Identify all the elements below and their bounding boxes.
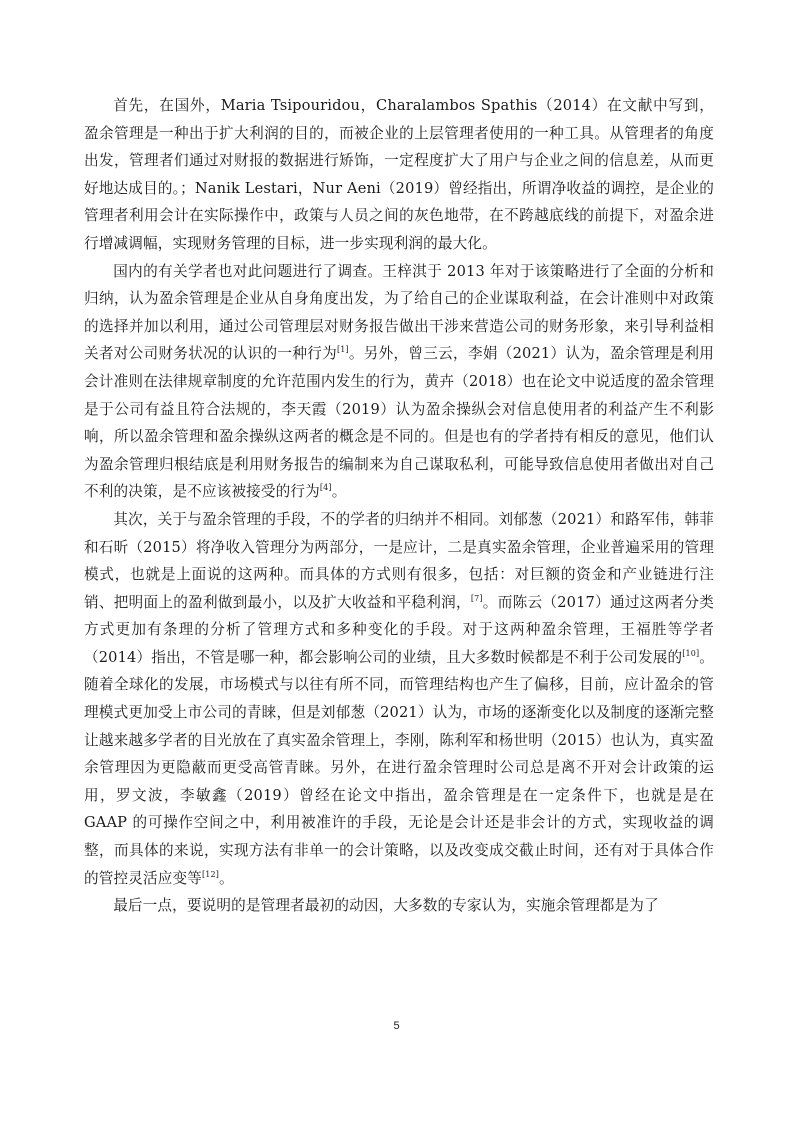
paragraph-text: 。另外，曾三云，李娟（2021）认为，盈余管理是利用会计准则在法律规章制度的允许范围内发生的行为，黄卉（2018）也在论文中说适度的盈余管理是于公司有益且符合法规的，李天霞（2019）认为盈余操纵会对信息使用者的利益产生不利影响，所以盈余管理和盈余操纵这两者的概念是不同的。但是也有的学者持有相反的意见，他们认为盈余管理归根结底是利用财务报告的编制来为自己谋取私利，可能导致信息使用者做出对自己不利的决策，是不应该被接受的行为 [84, 345, 714, 501]
paragraph-text: 。而陈云（2017）通过这两者分类方式更加有条理的分析了管理方式和多种变化的手段。对于这两种盈余管理，王福胜等学者（2014）指出，不管是哪一种，都会影响公司的业绩，且大多数时候都是不利于公司发展的 [84, 593, 714, 666]
citation-ref: [1] [336, 345, 349, 355]
paragraph-text: 其次，关于与盈余管理的手段，不的学者的归纳并不相同。刘郁葱（2021）和路军伟，韩菲和石昕（2015）将净收入管理分为两部分，一是应计，二是真实盈余管理，企业普遍采用的管理模式，也就是上面说的这两种。而具体的方式则有很多，包括：对巨额的资金和产业链进行注销、把明面上的盈利做到最小，以及扩大收益和平稳利润， [84, 510, 714, 611]
body-text [84, 92, 714, 920]
paragraph-1 [84, 92, 714, 258]
paragraph-3 [84, 506, 714, 892]
paragraph-text: 。随着全球化的发展，市场模式与以往有所不同，而管理结构也产生了偏移，目前，应计盈余的管理模式更加受上市公司的青睐，但是刘郁葱（2021）认为，市场的逐渐变化以及制度的逐渐完整让越来越多学者的目光放在了真实盈余管理上，李刚，陈利军和杨世明（2015）也认为，真实盈余管理因为更隐蔽而更受高管青睐。另外，在进行盈余管理时公司总是离不开对会计政策的运用，罗文波，李敏鑫（2019）曾经在论文中指出，盈余管理是在一定条件下，也就是是在 GAAP 的可操作空间之中，利用被准许的手段，无论是会计还是非会计的方式，实现收益的调整，而具体的来说，实现方法有非单一的会计策略，以及改变成交截止时间，还有对于具体合作的管控灵活应变等 [84, 648, 714, 887]
paragraph-text: 。 [218, 869, 234, 887]
citation-ref: [7] [470, 593, 483, 603]
citation-ref: [4] [319, 483, 332, 493]
paragraph-2 [84, 258, 714, 506]
paragraph-4 [84, 892, 714, 920]
citation-ref: [10] [682, 649, 700, 659]
paragraph-text: 。 [331, 483, 347, 501]
paragraph-text: 最后一点，要说明的是管理者最初的动因，大多数的专家认为，实施余管理都是为了 [113, 897, 659, 915]
citation-ref: [12] [201, 869, 219, 879]
page-number: 5 [393, 1020, 400, 1032]
paragraph-text: 国内的有关学者也对此问题进行了调查。王梓淇于 2013 年对于该策略进行了全面的分析和归纳，认为盈余管理是企业从自身角度出发，为了给自己的企业谋取利益，在会计准则中对政策的选择并加以利用，通过公司管理层对财务报告做出干涉来营造公司的财务形象，来引导利益相关者对公司财务状况的认识的一种行为 [84, 262, 714, 363]
paragraph-text: 首先，在国外，Maria Tsipouridou，Charalambos Spathis（2014）在文献中写到，盈余管理是一种出于扩大利润的目的，而被企业的上层管理者使用的一种工具。从管理者的角度出发，管理者们通过对财报的数据进行矫饰，一定程度扩大了用户与企业之间的信息差，从而更好地达成目的。；Nanik Lestari，Nur Aeni（2019）曾经指出，所谓净收益的调控，是企业的管理者利用会计在实际操作中，政策与人员之间的灰色地带，在不跨越底线的前提下，对盈余进行增减调幅，实现财务管理的目标，进一步实现利润的最大化。 [84, 97, 714, 252]
